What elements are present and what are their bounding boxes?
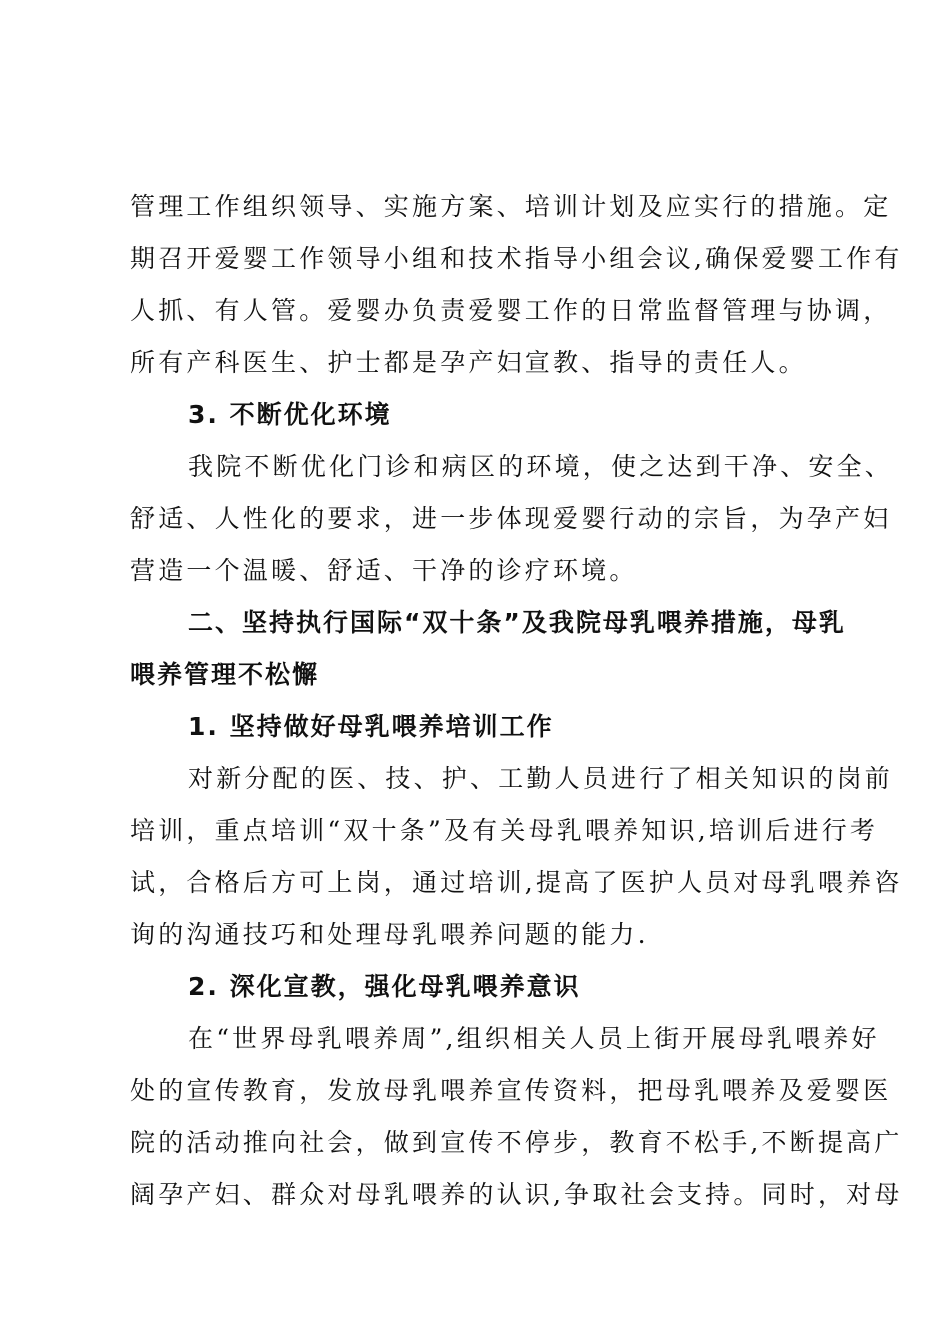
section-heading-line: 二、坚持执行国际“双十条”及我院母乳喂养措施，母乳 xyxy=(188,608,846,637)
paragraph-line: 营造一个温暖、舒适、干净的诊疗环境。 xyxy=(130,556,638,585)
subheading-education: 2. 深化宣教，强化母乳喂养意识 xyxy=(188,972,581,1001)
paragraph-line: 人抓、有人管。爱婴办负责爱婴工作的日常监督管理与协调， xyxy=(130,296,892,325)
paragraph-line: 期召开爱婴工作领导小组和技术指导小组会议,确保爱婴工作有 xyxy=(130,244,903,273)
paragraph-line: 处的宣传教育，发放母乳喂养宣传资料，把母乳喂养及爱婴医 xyxy=(130,1076,892,1105)
paragraph-line: 管理工作组织领导、实施方案、培训计划及应实行的措施。定 xyxy=(130,192,892,221)
paragraph-2 xyxy=(130,441,894,597)
subheading-optimize-environment: 3. 不断优化环境 xyxy=(188,400,392,429)
section-heading-2 xyxy=(130,597,846,701)
paragraph-line: 培训，重点培训“双十条”及有关母乳喂养知识,培训后进行考 xyxy=(130,816,879,845)
paragraph-line: 在“世界母乳喂养周”,组织相关人员上街开展母乳喂养好 xyxy=(188,1024,880,1053)
subheading-training: 1. 坚持做好母乳喂养培训工作 xyxy=(188,712,554,741)
paragraph-1 xyxy=(130,181,903,389)
paragraph-line: 阔孕产妇、群众对母乳喂养的认识,争取社会支持。同时，对母 xyxy=(130,1180,903,1209)
paragraph-line: 试，合格后方可上岗，通过培训,提高了医护人员对母乳喂养咨 xyxy=(130,868,903,897)
document-body xyxy=(130,181,903,1221)
paragraph-line: 所有产科医生、护士都是孕产妇宣教、指导的责任人。 xyxy=(130,348,807,377)
paragraph-4 xyxy=(130,1013,903,1221)
paragraph-line: 院的活动推向社会，做到宣传不停步，教育不松手,不断提高广 xyxy=(130,1128,903,1157)
section-heading-line: 喂养管理不松懈 xyxy=(130,660,320,689)
paragraph-line: 舒适、人性化的要求，进一步体现爱婴行动的宗旨，为孕产妇 xyxy=(130,504,892,533)
paragraph-line: 对新分配的医、技、护、工勤人员进行了相关知识的岗前 xyxy=(188,764,894,793)
paragraph-line: 询的沟通技巧和处理母乳喂养问题的能力. xyxy=(130,920,649,949)
paragraph-3 xyxy=(130,753,903,961)
paragraph-line: 我院不断优化门诊和病区的环境，使之达到干净、安全、 xyxy=(188,452,894,481)
